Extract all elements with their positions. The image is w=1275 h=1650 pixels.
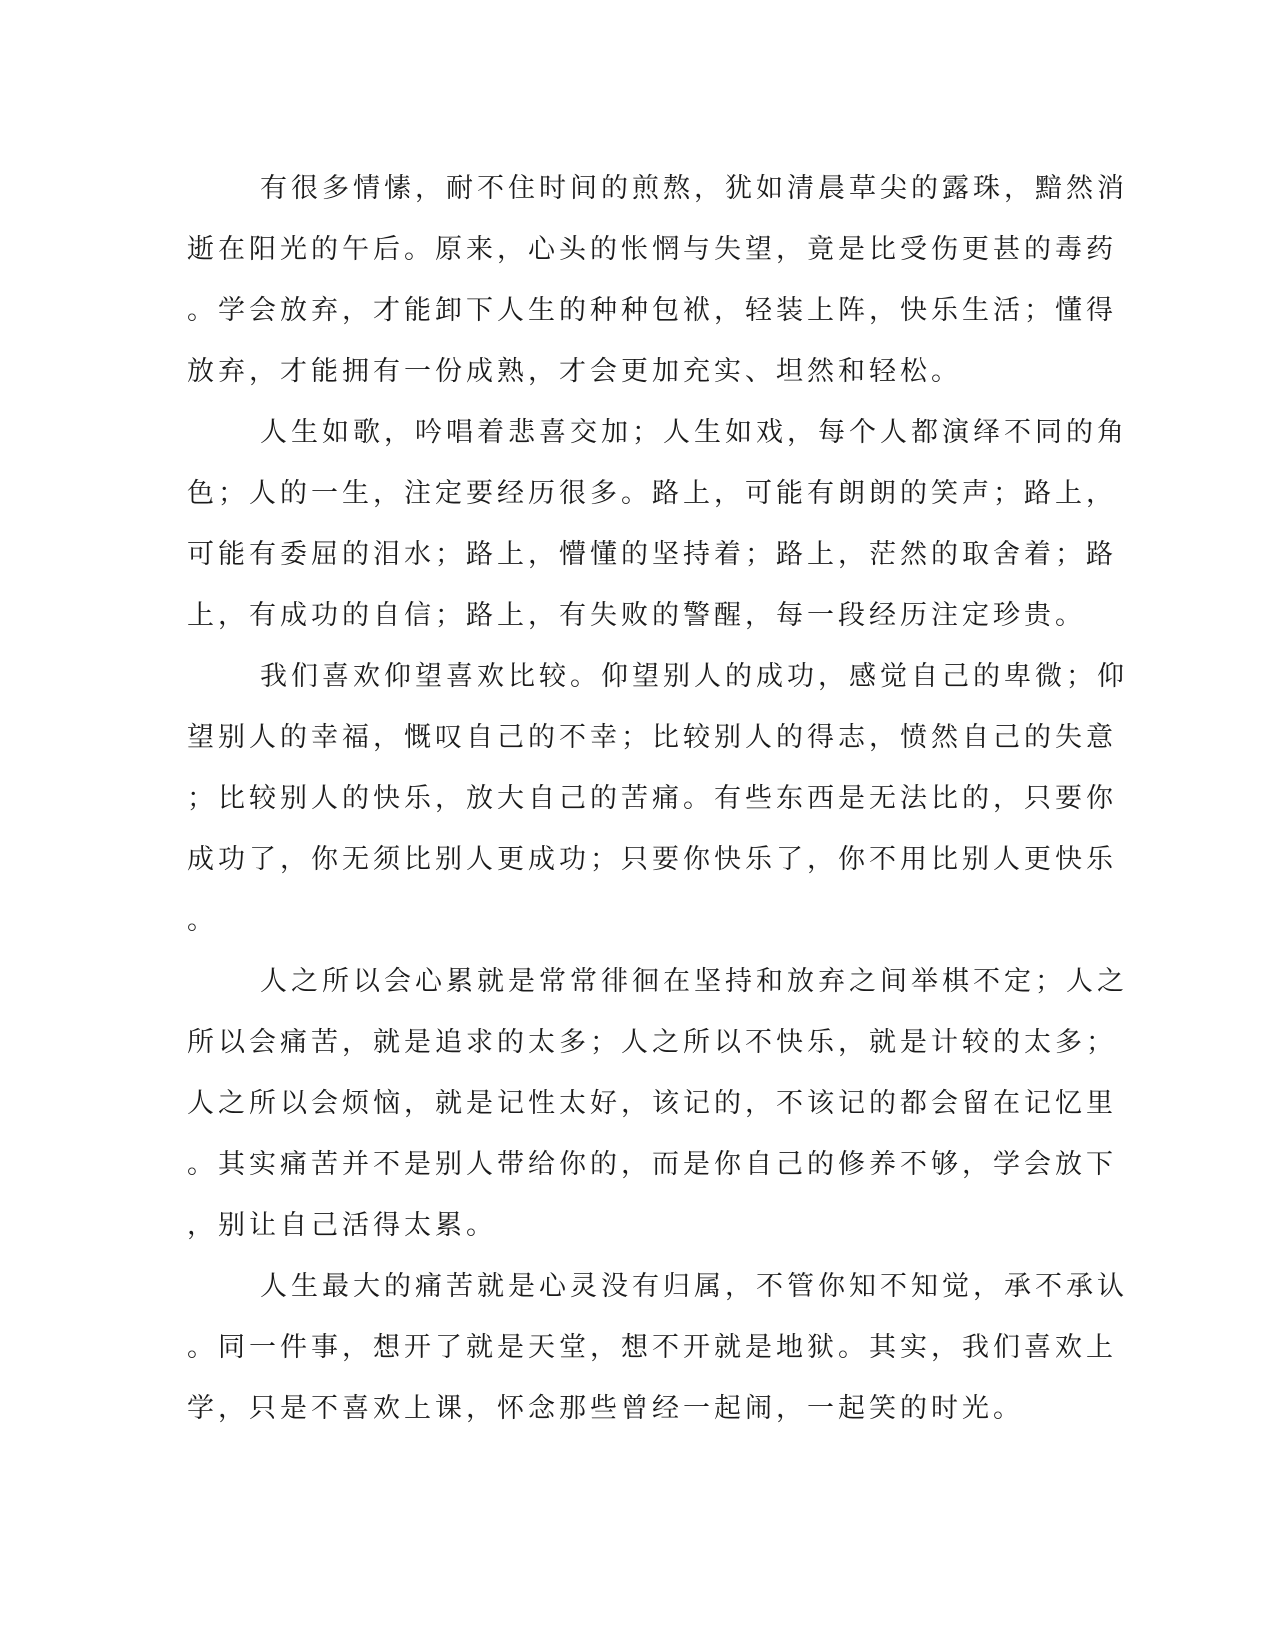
paragraph-line: 。其实痛苦并不是别人带给你的，而是你自己的修养不够，学会放下 bbox=[187, 1149, 1117, 1180]
paragraph-line: 人生最大的痛苦就是心灵没有归属，不管你知不知觉，承不承认 bbox=[260, 1271, 1128, 1302]
paragraph-line: 有很多情愫，耐不住时间的煎熬，犹如清晨草尖的露珠，黯然消 bbox=[260, 173, 1128, 204]
paragraph-line: 人之所以会烦恼，就是记性太好，该记的，不该记的都会留在记忆里 bbox=[187, 1088, 1117, 1119]
paragraph-line: 望别人的幸福，慨叹自己的不幸；比较别人的得志，愤然自己的失意 bbox=[187, 722, 1117, 753]
paragraph-3 bbox=[187, 646, 1128, 951]
paragraph-line: 我们喜欢仰望喜欢比较。仰望别人的成功，感觉自己的卑微；仰 bbox=[260, 661, 1128, 692]
paragraph-line: 人生如歌，吟唱着悲喜交加；人生如戏，每个人都演绎不同的角 bbox=[260, 417, 1128, 448]
paragraph-2 bbox=[187, 402, 1128, 646]
paragraph-line: 。同一件事，想开了就是天堂，想不开就是地狱。其实，我们喜欢上 bbox=[187, 1332, 1117, 1363]
paragraph-line: 成功了，你无须比别人更成功；只要你快乐了，你不用比别人更快乐 bbox=[187, 844, 1117, 875]
paragraph-line: 上，有成功的自信；路上，有失败的警醒，每一段经历注定珍贵。 bbox=[187, 600, 1086, 631]
paragraph-line: 人之所以会心累就是常常徘徊在坚持和放弃之间举棋不定；人之 bbox=[260, 966, 1128, 997]
paragraph-line: 逝在阳光的午后。原来，心头的怅惘与失望，竟是比受伤更甚的毒药 bbox=[187, 234, 1117, 265]
paragraph-line: 。学会放弃，才能卸下人生的种种包袱，轻装上阵，快乐生活；懂得 bbox=[187, 295, 1117, 326]
paragraph-line: 可能有委屈的泪水；路上，懵懂的坚持着；路上，茫然的取舍着；路 bbox=[187, 539, 1117, 570]
paragraph-line: 放弃，才能拥有一份成熟，才会更加充实、坦然和轻松。 bbox=[187, 356, 962, 387]
document-body bbox=[187, 158, 1128, 1439]
paragraph-line: ；比较别人的快乐，放大自己的苦痛。有些东西是无法比的，只要你 bbox=[187, 783, 1117, 814]
paragraph-4 bbox=[187, 951, 1128, 1256]
paragraph-line: 。 bbox=[187, 905, 218, 936]
paragraph-5 bbox=[187, 1256, 1128, 1439]
paragraph-line: 色；人的一生，注定要经历很多。路上，可能有朗朗的笑声；路上， bbox=[187, 478, 1117, 509]
paragraph-line: ，别让自己活得太累。 bbox=[187, 1210, 497, 1241]
paragraph-1 bbox=[187, 158, 1128, 402]
paragraph-line: 学，只是不喜欢上课，怀念那些曾经一起闹，一起笑的时光。 bbox=[187, 1393, 1024, 1424]
paragraph-line: 所以会痛苦，就是追求的太多；人之所以不快乐，就是计较的太多； bbox=[187, 1027, 1117, 1058]
